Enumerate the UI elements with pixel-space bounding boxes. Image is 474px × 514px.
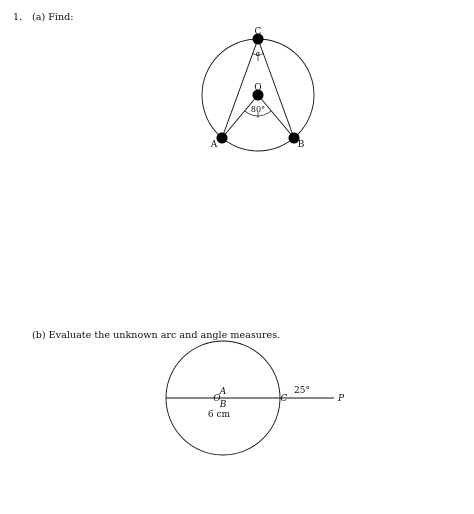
question-number: 1. [13, 12, 23, 23]
label-p: P [337, 394, 345, 404]
label-c-b: C [280, 394, 288, 404]
chord-cb [255, 39, 294, 138]
angle-label-alpha: α [255, 50, 261, 58]
length-label: 6 cm [207, 410, 231, 420]
label-o: O [254, 83, 262, 93]
label-b: B [297, 140, 305, 150]
angle-label-80: 80° [250, 105, 266, 114]
part-b-prompt: (b) Evaluate the unknown arc and angle measures. [32, 330, 281, 341]
point-a [217, 133, 228, 144]
label-o-b: O [213, 394, 221, 404]
label-a-b: A [219, 387, 227, 397]
label-a: A [210, 140, 218, 150]
circle-figure-a [202, 27, 314, 151]
label-b-b: B [219, 400, 227, 410]
circle-figure-b [166, 341, 345, 455]
radius-ob [258, 95, 294, 138]
angle-label-25: 25° [294, 386, 310, 396]
chord-ca [222, 39, 258, 138]
part-a-prompt: (a) Find: [32, 12, 74, 23]
label-c: C [254, 27, 262, 37]
radius-oa [222, 95, 258, 138]
